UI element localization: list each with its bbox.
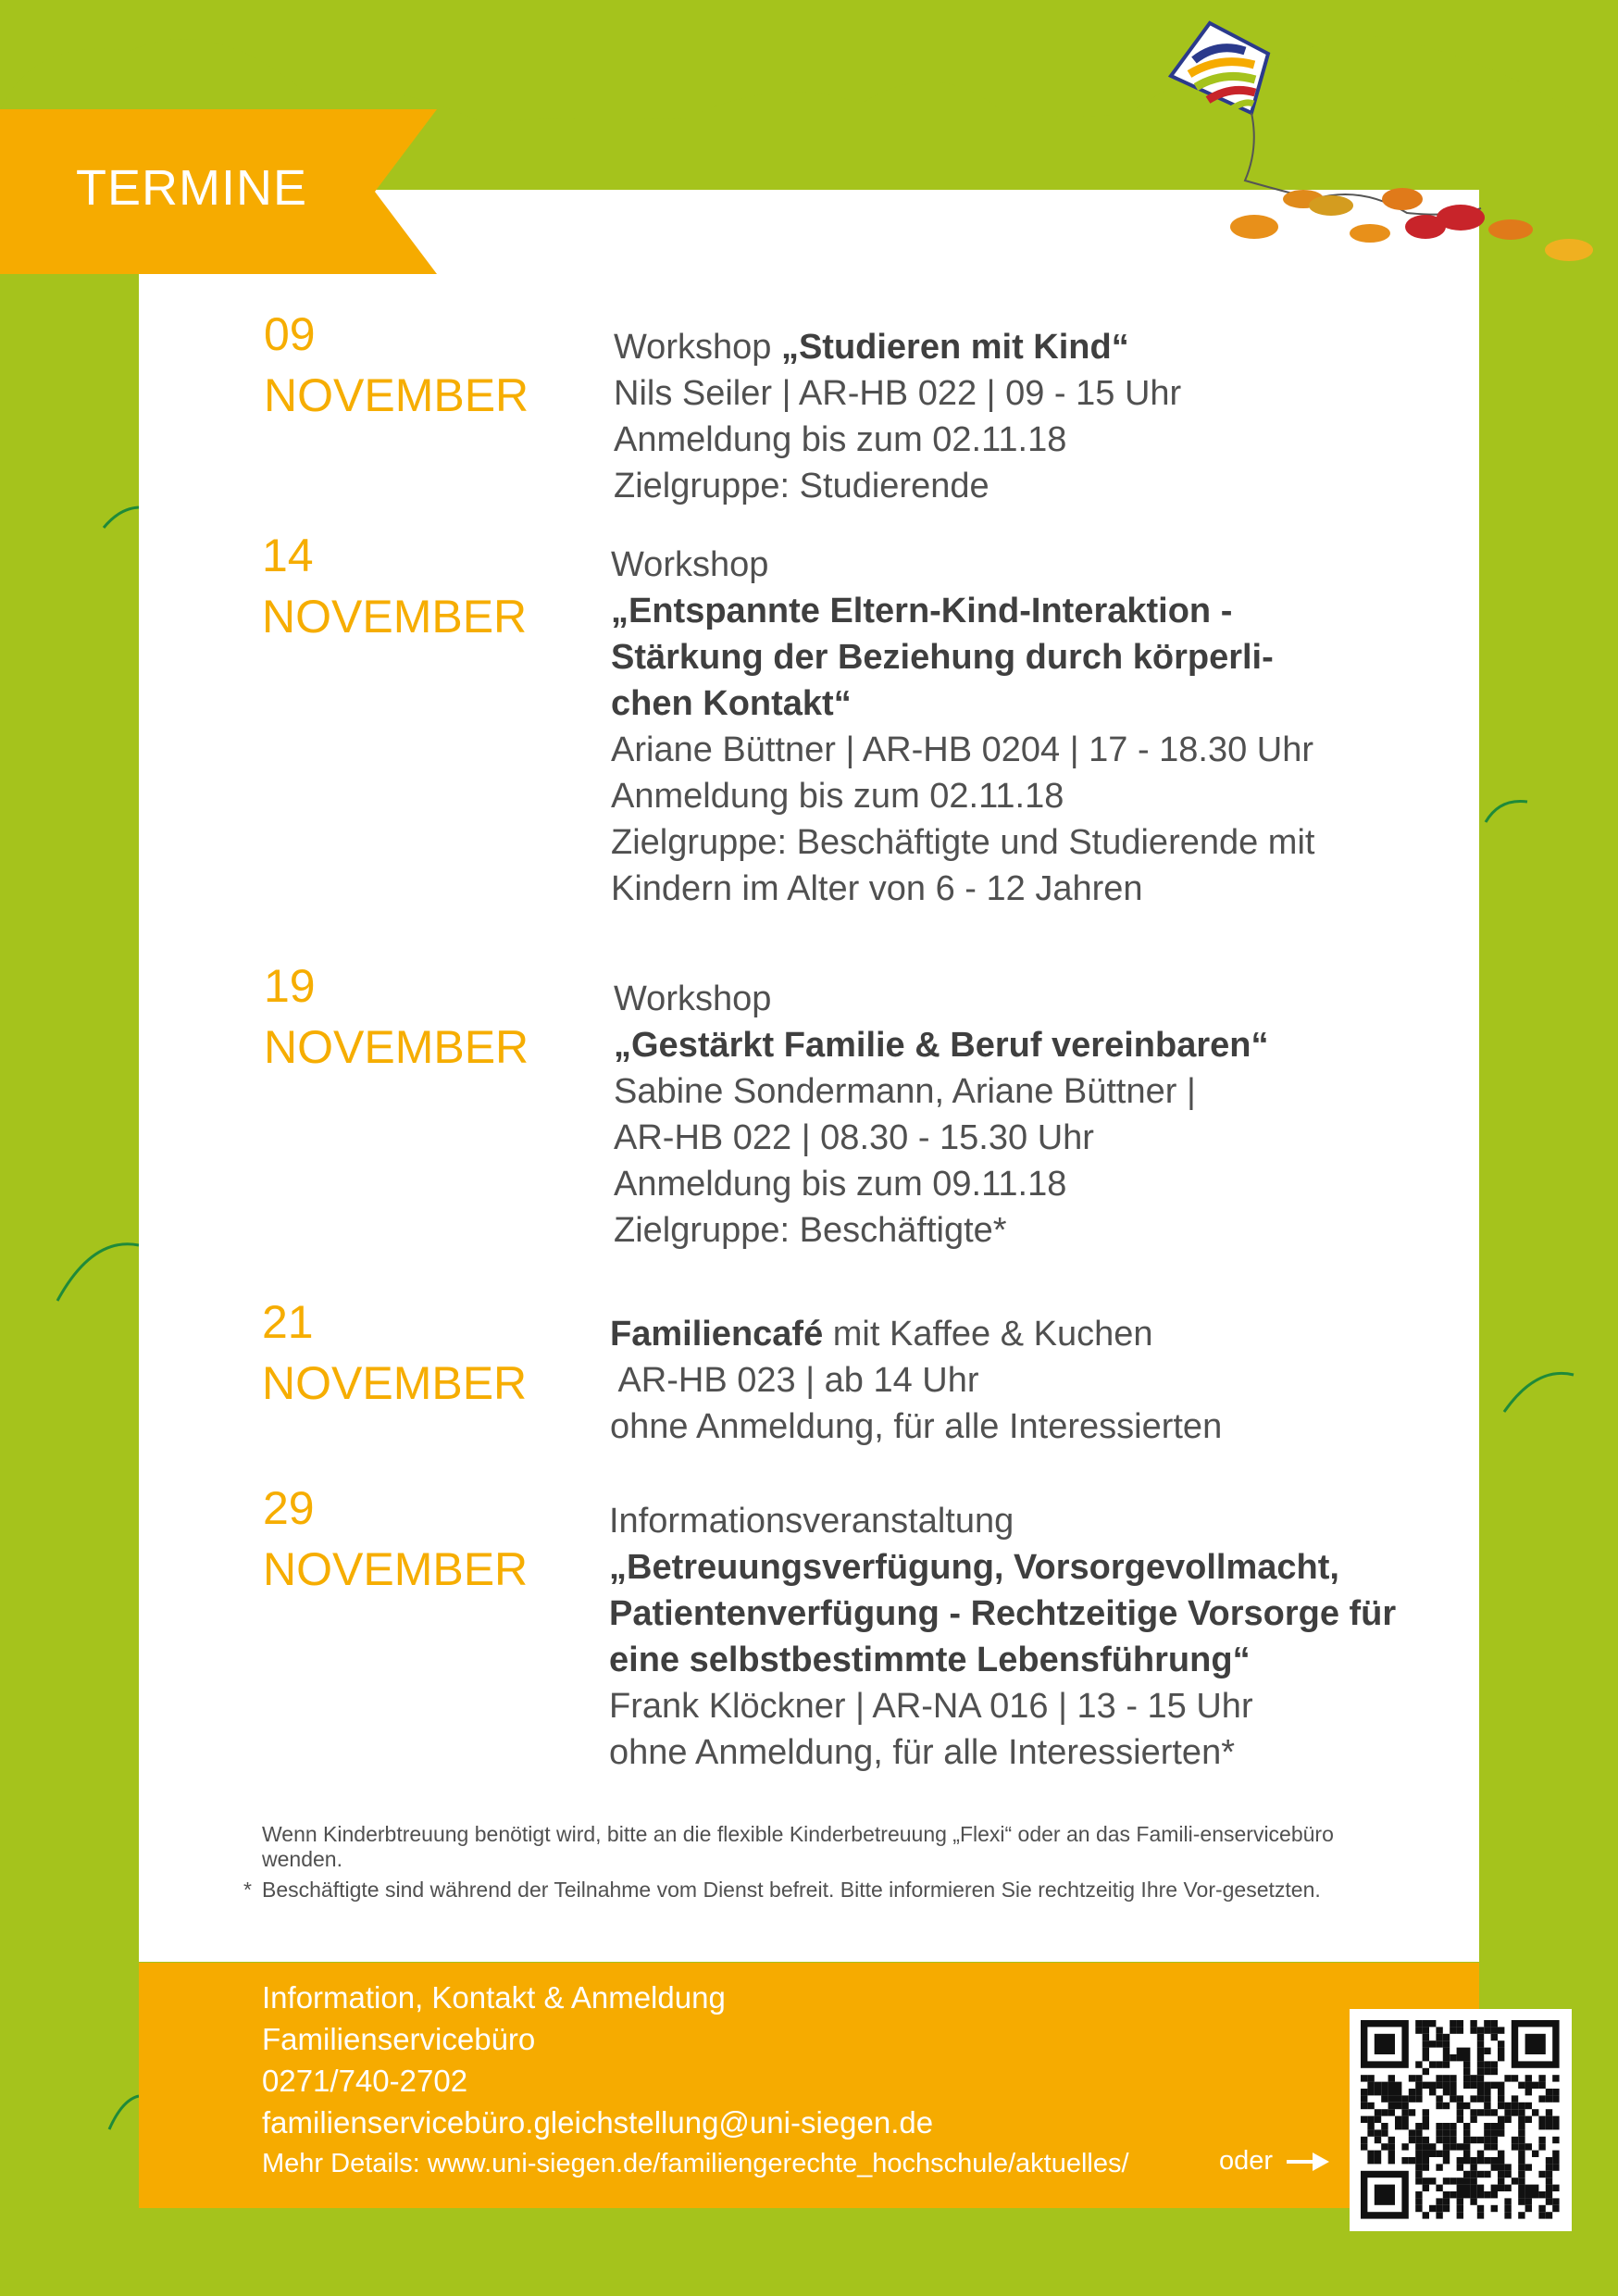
or-label: oder — [1219, 2146, 1274, 2176]
event-date — [263, 1478, 528, 1600]
event-month: NOVEMBER — [264, 1021, 529, 1073]
arrow-right-icon — [1285, 2150, 1331, 2174]
event-month: NOVEMBER — [263, 1543, 529, 1595]
qr-code-icon — [1350, 2009, 1572, 2231]
event-detail-line: ohne Anmeldung, für alle Interessierten* — [609, 1733, 1235, 1772]
event-detail-line: Ariane Büttner | AR-HB 0204 | 17 - 18.30 Uhr — [611, 730, 1314, 769]
event-detail-line: Kindern im Alter von 6 - 12 Jahren — [611, 869, 1143, 908]
contact-email-link[interactable]: familienservicebüro.gleichstellung@uni-siegen.de — [262, 2105, 934, 2140]
event-month: NOVEMBER — [264, 369, 529, 421]
event-detail-line: Workshop — [614, 980, 772, 1018]
contact-office: Familienservicebüro — [262, 2022, 536, 2056]
event-details — [614, 976, 1268, 1254]
event-detail-line: ohne Anmeldung, für alle Interessierten — [610, 1407, 1223, 1446]
event-day: 14 — [262, 530, 314, 581]
event-month: NOVEMBER — [262, 591, 528, 643]
employee-note-text: Beschäftigte sind während der Teilnahme vom Dienst befreit. Bitte informieren Sie rechtzeitig Ihre Vor-gesetzten. — [262, 1878, 1321, 1902]
event-title-line: „Betreuungsverfügung, Vorsorgevollmacht, — [609, 1548, 1339, 1587]
event-details — [611, 542, 1314, 912]
event-detail-line: Informationsveranstaltung — [609, 1502, 1014, 1541]
event-title-line: chen Kontakt“ — [611, 684, 852, 723]
event-detail-line: Anmeldung bis zum 02.11.18 — [611, 777, 1064, 816]
event-detail-line: Zielgruppe: Studierende — [614, 467, 989, 505]
event-details — [614, 324, 1181, 509]
event-day: 21 — [262, 1296, 314, 1348]
event-title-line: Workshop „Studieren mit Kind“ — [614, 328, 1129, 367]
event-detail-line: AR-HB 023 | ab 14 Uhr — [610, 1361, 979, 1400]
event-title-line: Stärkung der Beziehung durch körperli- — [611, 638, 1274, 677]
contact-phone[interactable]: 0271/740-2702 — [262, 2064, 468, 2098]
event-date — [262, 1292, 527, 1414]
event-title-line: eine selbstbestimmte Lebensführung“ — [609, 1641, 1251, 1679]
event-detail-line: Anmeldung bis zum 09.11.18 — [614, 1165, 1067, 1204]
footnote-marker: * — [243, 1878, 252, 1902]
event-day: 19 — [264, 960, 316, 1012]
banner-title: TERMINE — [76, 160, 307, 216]
contact-box — [139, 1963, 1479, 2208]
event-detail-line: Workshop — [611, 545, 769, 584]
event-detail-line: Anmeldung bis zum 02.11.18 — [614, 420, 1067, 459]
event-details — [610, 1311, 1222, 1450]
event-title-line: „Entspannte Eltern-Kind-Interaktion - — [611, 592, 1233, 630]
event-title-line: Familiencafé mit Kaffee & Kuchen — [610, 1315, 1153, 1354]
event-date — [264, 304, 529, 426]
event-detail-line: Zielgruppe: Beschäftigte und Studierende mit — [611, 823, 1315, 862]
footnotes — [243, 1822, 1377, 1903]
event-day: 09 — [264, 308, 316, 360]
details-link[interactable]: Mehr Details: www.uni-siegen.de/familiengerechte_hochschule/aktuelles/ — [262, 2149, 1129, 2178]
event-detail-line: Frank Klöckner | AR-NA 016 | 13 - 15 Uhr — [609, 1687, 1253, 1726]
employee-note — [243, 1878, 1377, 1903]
event-detail-line: AR-HB 022 | 08.30 - 15.30 Uhr — [614, 1118, 1094, 1157]
event-detail-line: Nils Seiler | AR-HB 022 | 09 - 15 Uhr — [614, 374, 1182, 413]
childcare-note: Wenn Kinderbtreuung benötigt wird, bitte an die flexible Kinderbetreuung „Flexi“ oder an das Famili-enservicebüro wenden. — [262, 1822, 1334, 1871]
event-day: 29 — [263, 1482, 315, 1534]
event-title-line: „Gestärkt Familie & Beruf vereinbaren“ — [614, 1026, 1269, 1065]
event-month: NOVEMBER — [262, 1357, 528, 1409]
event-detail-line: Sabine Sondermann, Ariane Büttner | — [614, 1072, 1196, 1111]
event-details — [609, 1498, 1396, 1776]
event-date — [264, 955, 529, 1078]
contact-heading: Information, Kontakt & Anmeldung — [262, 1980, 726, 2015]
qr-code[interactable] — [1350, 2009, 1572, 2231]
kite-icon — [0, 0, 1618, 278]
event-title-line: Patientenverfügung - Rechtzeitige Vorsorge für — [609, 1594, 1397, 1633]
event-date — [262, 525, 527, 647]
event-detail-line: Zielgruppe: Beschäftigte* — [614, 1211, 1007, 1250]
